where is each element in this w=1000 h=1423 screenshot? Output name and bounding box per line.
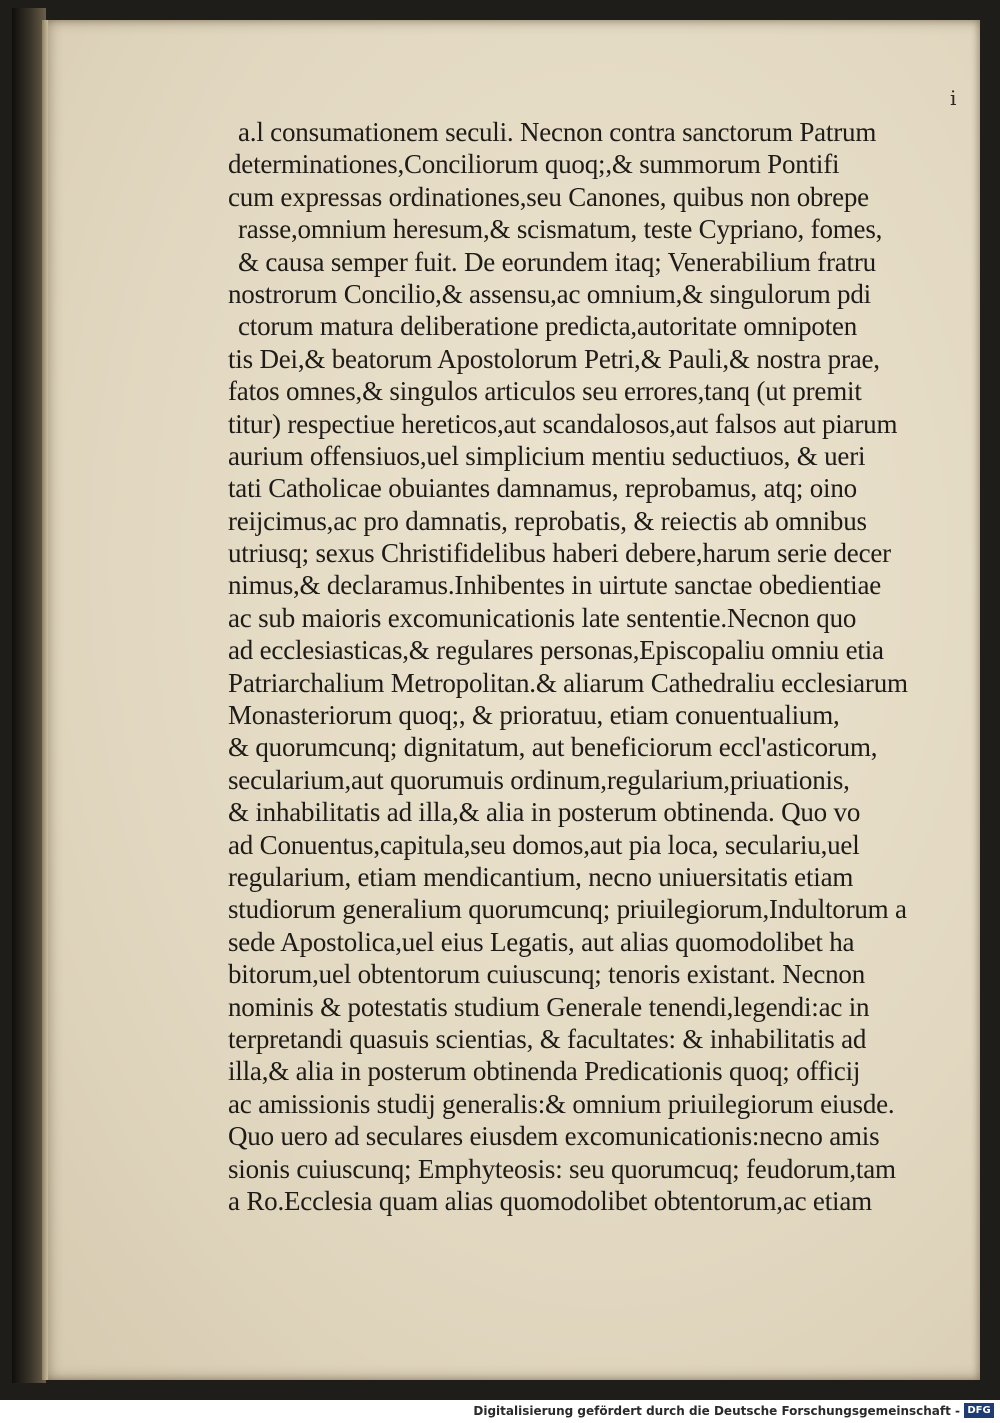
printed-text-block bbox=[228, 116, 968, 1217]
text-line: utriusq; sexus Christifidelibus haberi debere,harum serie decer bbox=[228, 538, 891, 569]
text-line: tis Dei,& beatorum Apostolorum Petri,& Pauli,& nostra prae, bbox=[228, 343, 880, 374]
text-line: & inhabilitatis ad illa,& alia in posterum obtinenda. Quo vo bbox=[228, 797, 861, 828]
text-line: Patriarchalium Metropolitan.& aliarum Cathedraliu ecclesiarum bbox=[228, 667, 908, 698]
book-binding bbox=[12, 8, 46, 1383]
page-folio: i bbox=[950, 86, 957, 110]
text-line: nostrorum Concilio,& assensu,ac omnium,& singulorum pdi bbox=[228, 278, 871, 309]
text-line: bitorum,uel obtentorum cuiuscunq; tenoris existant. Necnon bbox=[228, 959, 866, 990]
footer-bar bbox=[0, 1400, 1000, 1423]
text-line: ac sub maioris excomunicationis late sententie.Necnon quo bbox=[228, 602, 857, 633]
text-line: studiorum generalium quorumcunq; priuilegiorum,Indultorum a bbox=[228, 894, 907, 925]
text-line: ad ecclesiasticas,& regulares personas,Episcopaliu omniu etia bbox=[228, 635, 884, 666]
text-line: Quo uero ad seculares eiusdem excomunicationis:necno amis bbox=[228, 1121, 880, 1152]
text-line: tati Catholicae obuiantes damnamus, reprobamus, atq; oino bbox=[228, 473, 857, 504]
text-line: ac amissionis studij generalis:& omnium priuilegiorum eiusde. bbox=[228, 1088, 895, 1119]
text-line: titur) respectiue hereticos,aut scandalosos,aut falsos aut piarum bbox=[228, 408, 898, 439]
text-line: sionis cuiuscunq; Emphyteosis: seu quorumcuq; feudorum,tam bbox=[228, 1153, 896, 1184]
text-line: & causa semper fuit. De eorundem itaq; Venerabilium fratru bbox=[238, 246, 876, 277]
text-line: reijcimus,ac pro damnatis, reprobatis, & reiectis ab omnibus bbox=[228, 505, 867, 536]
text-line: determinationes,Conciliorum quoq;,& summorum Pontifi bbox=[228, 149, 840, 180]
text-line: terpretandi quasuis scientias, & facultates: & inhabilitatis ad bbox=[228, 1023, 867, 1054]
text-line: regularium, etiam mendicantium, necno uniuersitatis etiam bbox=[228, 861, 854, 892]
text-line: ctorum matura deliberatione predicta,autoritate omnipoten bbox=[238, 311, 858, 342]
text-line: nimus,& declaramus.Inhibentes in uirtute sanctae obedientiae bbox=[228, 570, 882, 601]
text-line: secularium,aut quorumuis ordinum,regularium,priuationis, bbox=[228, 764, 850, 795]
text-line: a.l consumationem seculi. Necnon contra sanctorum Patrum bbox=[238, 117, 877, 147]
page-gutter bbox=[42, 20, 48, 1380]
text-line: cum expressas ordinationes,seu Canones, quibus non obrepe bbox=[228, 181, 869, 212]
text-line: & quorumcunq; dignitatum, aut beneficiorum eccl'asticorum, bbox=[228, 732, 878, 763]
text-line: rasse,omnium heresum,& scismatum, teste Cypriano, fomes, bbox=[238, 214, 883, 245]
text-line: Monasteriorum quoq;, & prioratuu, etiam conuentualium, bbox=[228, 700, 840, 731]
text-line: aurium offensiuos,uel simplicium mentiu seductiuos, & ueri bbox=[228, 440, 866, 471]
text-line: ad Conuentus,capitula,seu domos,aut pia loca, seculariu,uel bbox=[228, 829, 860, 860]
text-line: illa,& alia in posterum obtinenda Predicationis quoq; officij bbox=[228, 1056, 861, 1087]
text-line: nominis & potestatis studium Generale tenendi,legendi:ac in bbox=[228, 991, 870, 1022]
text-line: fatos omnes,& singulos articulos seu errores,tanq (ut premit bbox=[228, 376, 862, 407]
text-line: a Ro.Ecclesia quam alias quomodolibet obtentorum,ac etiam bbox=[228, 1185, 872, 1216]
dfg-logo: DFG bbox=[964, 1403, 994, 1418]
text-line: sede Apostolica,uel eius Legatis, aut alias quomodolibet ha bbox=[228, 926, 855, 957]
funding-notice: Digitalisierung gefördert durch die Deutsche Forschungsgemeinschaft - bbox=[473, 1404, 960, 1418]
